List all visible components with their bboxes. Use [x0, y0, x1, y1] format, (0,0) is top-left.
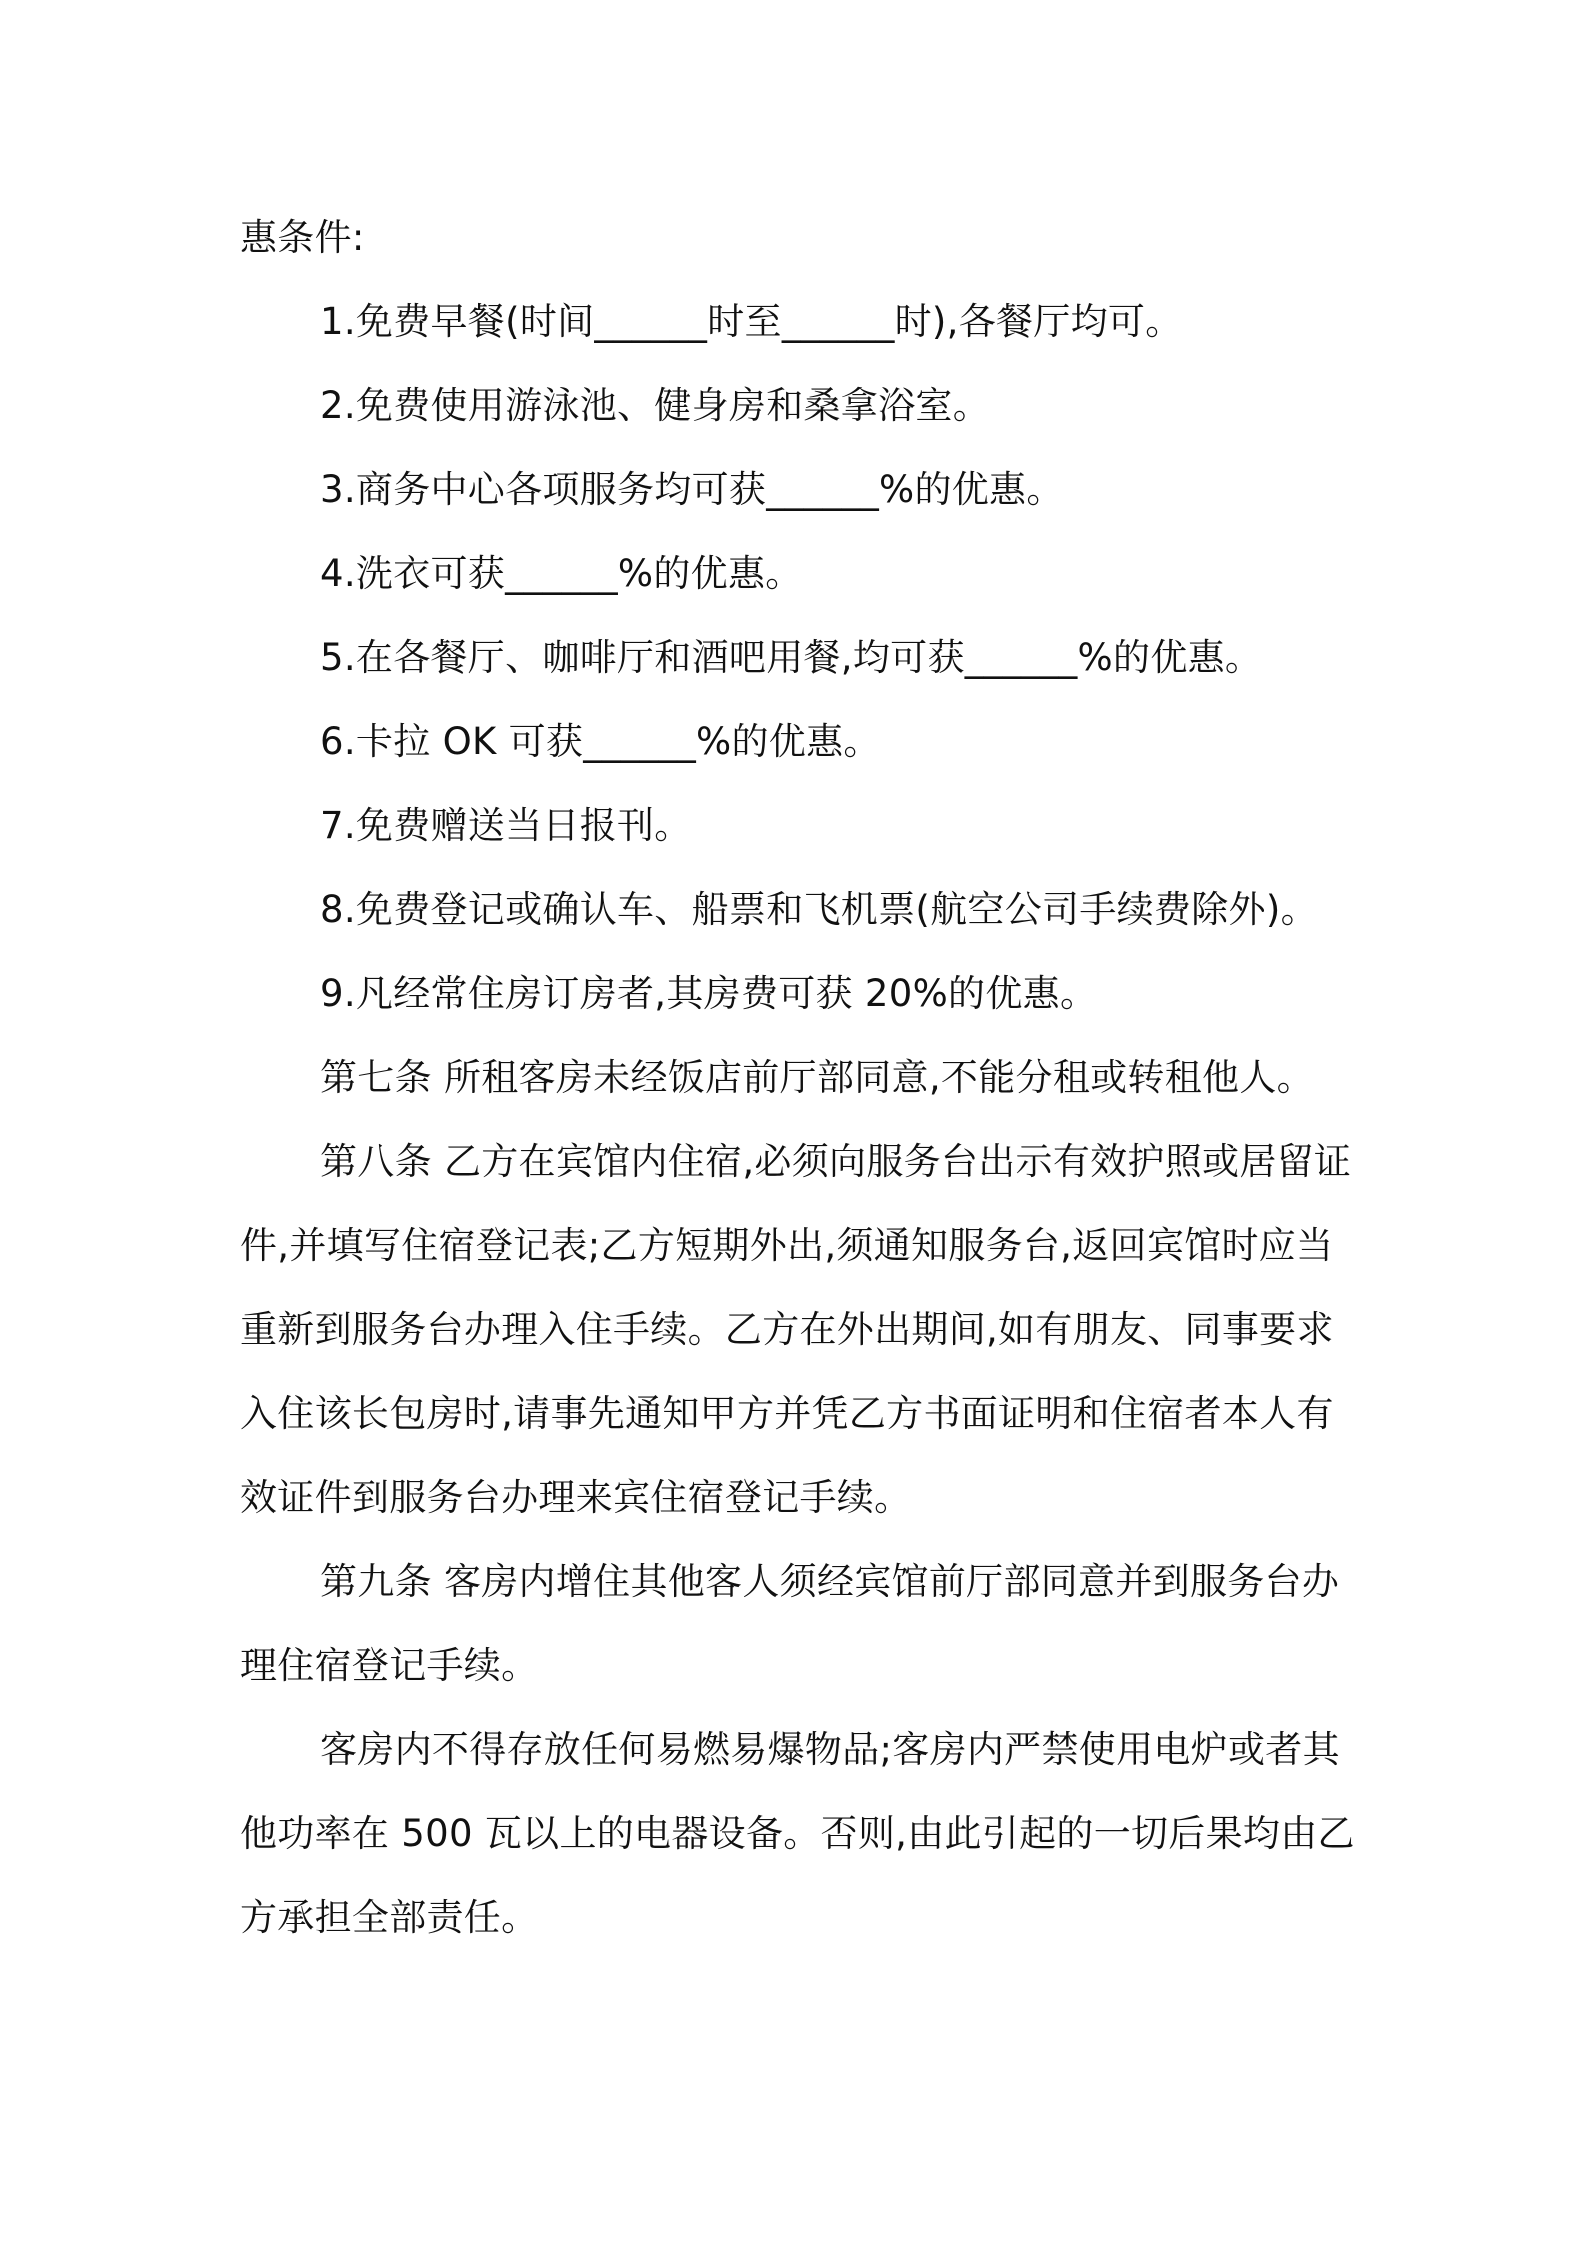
safety-paragraph: 客房内不得存放任何易燃易爆物品;客房内严禁使用电炉或者其他功率在 500 瓦以上的电器设备。否则,由此引起的一切后果均由乙方承担全部责任。 — [240, 1728, 1355, 1939]
list-item-9: 9.凡经常住房订房者,其房费可获 20%的优惠。 — [320, 972, 1098, 1015]
list-item-8: 8.免费登记或确认车、船票和飞机票(航空公司手续费除外)。 — [320, 888, 1318, 931]
list-item-7: 7.免费赠送当日报刊。 — [320, 804, 692, 847]
list-item-1: 1.免费早餐(时间______时至______时),各餐厅均可。 — [320, 300, 1183, 343]
article-8: 第八条 乙方在宾馆内住宿,必须向服务台出示有效护照或居留证件,并填写住宿登记表;乙方短期外出,须通知服务台,返回宾馆时应当重新到服务台办理入住手续。乙方在外出期间,如有朋友、同事要求入住该长包房时,请事先通知甲方并凭乙方书面证明和住宿者本人有效证件到服务台办理来宾住宿登记手续。 — [240, 1140, 1352, 1519]
document-body — [240, 196, 1355, 1960]
list-item-3: 3.商务中心各项服务均可获______%的优惠。 — [320, 468, 1064, 511]
article-7: 第七条 所租客房未经饭店前厅部同意,不能分租或转租他人。 — [320, 1056, 1314, 1099]
list-item-4: 4.洗衣可获______%的优惠。 — [320, 552, 803, 595]
list-item-2: 2.免费使用游泳池、健身房和桑拿浴室。 — [320, 384, 991, 427]
article-9: 第九条 客房内增住其他客人须经宾馆前厅部同意并到服务台办理住宿登记手续。 — [240, 1560, 1340, 1687]
list-item-5: 5.在各餐厅、咖啡厅和酒吧用餐,均可获______%的优惠。 — [320, 636, 1263, 679]
list-item-6: 6.卡拉 OK 可获______%的优惠。 — [320, 720, 881, 763]
continued-heading: 惠条件: — [240, 216, 365, 259]
